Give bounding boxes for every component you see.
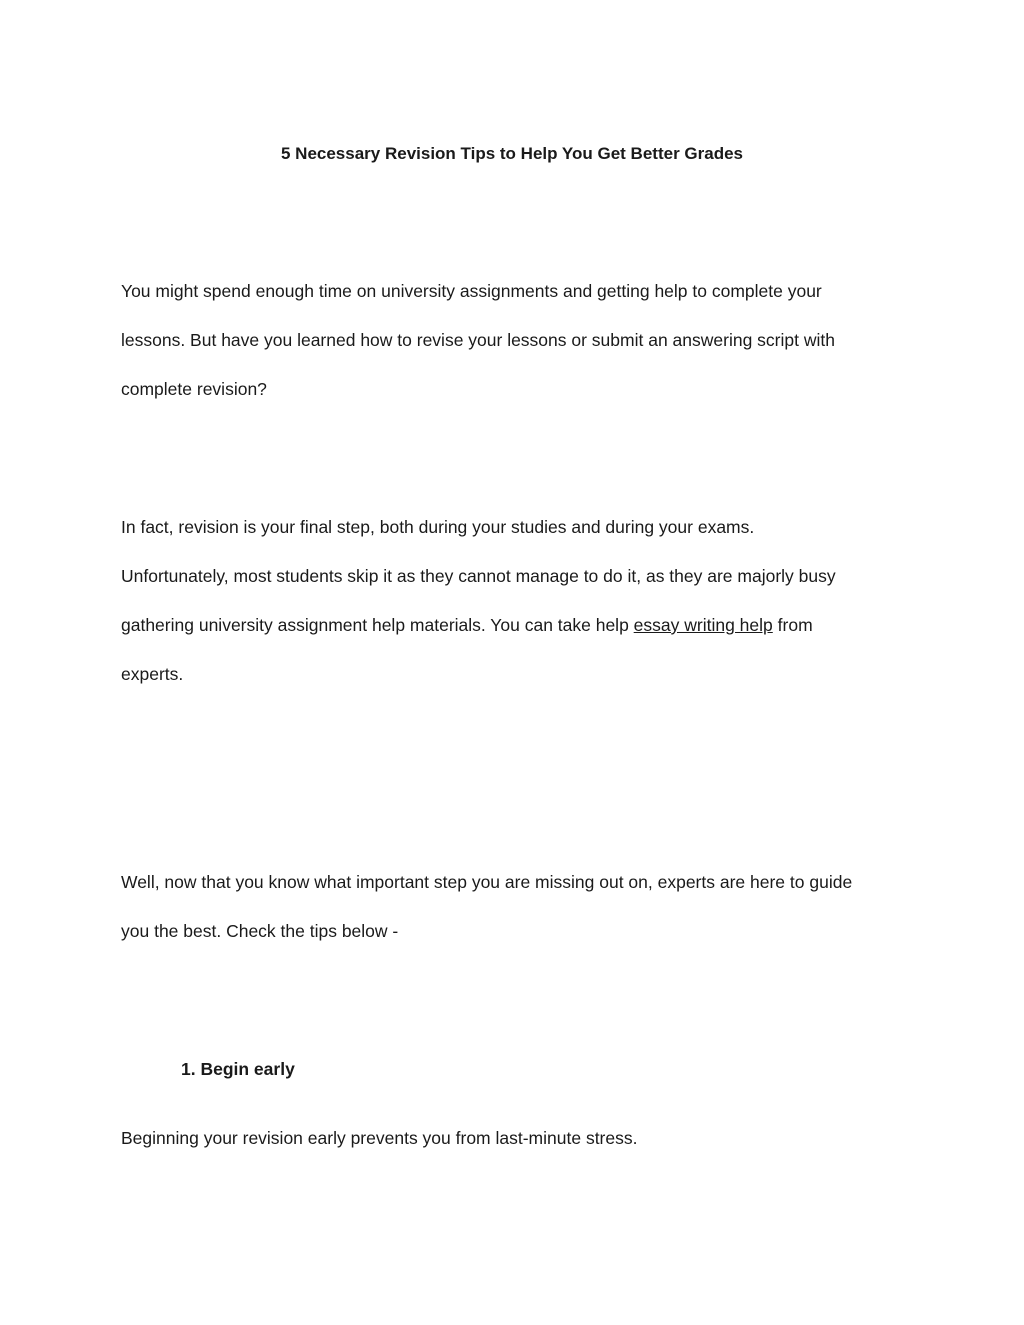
revision-line-4: experts.: [121, 664, 184, 684]
tip-1-body-line: Beginning your revision early prevents you from last-minute stress.: [121, 1128, 638, 1148]
intro-line-3: complete revision?: [121, 379, 267, 399]
intro-paragraph: [121, 267, 921, 414]
intro-line-1: You might spend enough time on university assignments and getting help to complete your: [121, 281, 822, 301]
intro-line-2: lessons. But have you learned how to revise your lessons or submit an answering script with: [121, 330, 835, 350]
guide-line-1: Well, now that you know what important step you are missing out on, experts are here to guide: [121, 872, 853, 892]
tip-1-body: [121, 1114, 921, 1163]
revision-line-2: Unfortunately, most students skip it as they cannot manage to do it, as they are majorly busy: [121, 566, 836, 586]
revision-line-3-before: gathering university assignment help materials. You can take help: [121, 615, 634, 635]
document-title: 5 Necessary Revision Tips to Help You Get Better Grades: [280, 144, 743, 163]
revision-paragraph: [121, 503, 921, 699]
guide-line-2: you the best. Check the tips below -: [121, 921, 399, 941]
guide-paragraph: [121, 858, 921, 956]
essay-writing-help-link[interactable]: essay writing help: [633, 615, 773, 635]
tip-1-heading: 1. Begin early: [181, 1059, 295, 1079]
revision-line-3: [121, 601, 921, 650]
revision-line-3-after: from: [772, 615, 813, 635]
revision-line-1: In fact, revision is your final step, both during your studies and during your exams.: [121, 517, 755, 537]
